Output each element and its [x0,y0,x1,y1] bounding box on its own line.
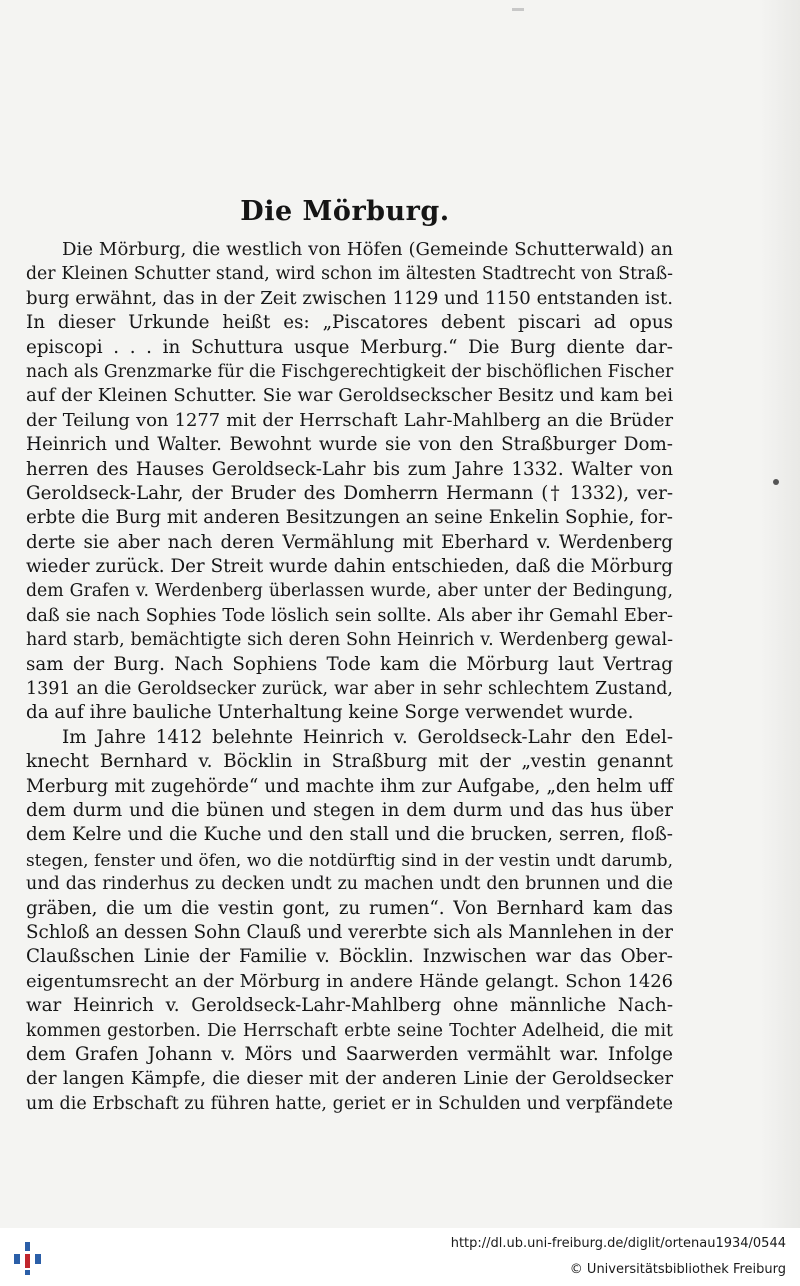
text-line: der Teilung von 1277 mit der Herrschaft Lahr-Mahlberg an die Brüder [26,409,673,431]
text-line: sam der Burg. Nach Sophiens Tode kam die Mörburg laut Vertrag [26,653,673,675]
text-line: da auf ihre bauliche Unterhaltung keine Sorge verwendet wurde. [26,702,634,724]
body-text [26,238,673,1116]
text-line: dem durm und die bünen und stegen in dem durm und das hus über [26,799,673,821]
text-line: dem Grafen Johann v. Mörs und Saarwerden vermählt war. Infolge [26,1043,673,1065]
text-line: eigentumsrecht an der Mörburg in andere Hände gelangt. Schon 1426 [26,970,673,992]
page-edge-shade [760,0,800,1228]
text-line: erbte die Burg mit anderen Besitzungen an seine Enkelin Sophie, for- [26,507,673,529]
document-url-link[interactable]: http://dl.ub.uni-freiburg.de/diglit/ortenau1934/0544 [450,1236,786,1251]
text-line: herren des Hauses Geroldseck-Lahr bis zum Jahre 1332. Walter von [26,458,673,480]
logo-bar-right [35,1254,41,1264]
copyright-text: © Universitätsbibliothek Freiburg [569,1262,786,1277]
text-line: 1391 an die Geroldsecker zurück, war aber in sehr schlechtem Zustand, [26,679,673,700]
text-line: Claußschen Linie der Familie v. Böcklin. Inzwischen war das Ober- [26,946,673,968]
text-line: der Kleinen Schutter stand, wird schon im ältesten Stadtrecht von Straß- [26,264,673,285]
text-line: auf der Kleinen Schutter. Sie war Geroldseckscher Besitz und kam bei [26,385,673,407]
logo-bar-top [25,1242,30,1251]
text-line: war Heinrich v. Geroldseck-Lahr-Mahlberg ohne männliche Nach- [26,995,673,1017]
text-line: burg erwähnt, das in der Zeit zwischen 1129 und 1150 entstanden ist. [26,287,673,309]
text-line: um die Erbschaft zu führen hatte, geriet er in Schulden und verpfändete [26,1093,673,1114]
text-line: Heinrich und Walter. Bewohnt wurde sie von den Straßburger Dom- [26,434,673,456]
text-line: und das rinderhus zu decken undt zu machen undt den brunnen und die [26,874,673,895]
text-line: gräben, die um die vestin gont, zu rumen“. Von Bernhard kam das [26,897,673,919]
text-line: Im Jahre 1412 belehnte Heinrich v. Geroldseck-Lahr den Edel- [62,726,673,748]
text-line: knecht Bernhard v. Böcklin in Straßburg mit der „vestin genannt [26,751,673,773]
text-line: In dieser Urkunde heißt es: „Piscatores debent piscari ad opus [26,312,673,334]
ub-freiburg-logo-icon[interactable] [12,1240,52,1276]
text-line: der langen Kämpfe, die dieser mit der anderen Linie der Geroldsecker [26,1068,673,1090]
text-line: Schloß an dessen Sohn Clauß und vererbte sich als Mannlehen in der [26,921,673,943]
logo-bar-left [14,1254,20,1264]
text-line: nach als Grenzmarke für die Fischgerechtigkeit der bischöflichen Fischer [26,361,674,382]
text-line: Geroldseck-Lahr, der Bruder des Domherrn Hermann († 1332), ver- [26,482,673,504]
text-line: dem Grafen v. Werdenberg überlassen wurde, aber unter der Bedingung, [26,581,673,602]
page-title: Die Mörburg. [240,196,450,227]
logo-bar-bottom [25,1270,30,1275]
text-line: wieder zurück. Der Streit wurde dahin entschieden, daß die Mörburg [26,556,673,578]
text-line: dem Kelre und die Kuche und den stall und die brucken, serren, floß- [26,824,673,846]
text-line: Merburg mit zugehörde“ und machte ihm zur Aufgabe, „den helm uff [26,775,673,797]
text-line: episcopi . . . in Schuttura usque Merburg.“ Die Burg diente dar- [26,336,673,358]
scan-speck [512,8,524,11]
margin-dot [773,479,779,485]
logo-bar-center [25,1254,30,1268]
viewer-footer [0,1228,800,1286]
text-line: hard starb, bemächtigte sich deren Sohn Heinrich v. Werdenberg gewal- [26,630,673,651]
text-line: derte sie aber nach deren Vermählung mit Eberhard v. Werdenberg [26,531,673,553]
text-line: daß sie nach Sophies Tode löslich sein sollte. Als aber ihr Gemahl Eber- [26,605,673,626]
text-line: Die Mörburg, die westlich von Höfen (Gemeinde Schutterwald) an [62,239,673,260]
text-line: kommen gestorben. Die Herrschaft erbte seine Tochter Adelheid, die mit [26,1020,673,1041]
text-line: stegen, fenster und öfen, wo die notdürftig sind in der vestin undt darumb, [26,849,673,870]
